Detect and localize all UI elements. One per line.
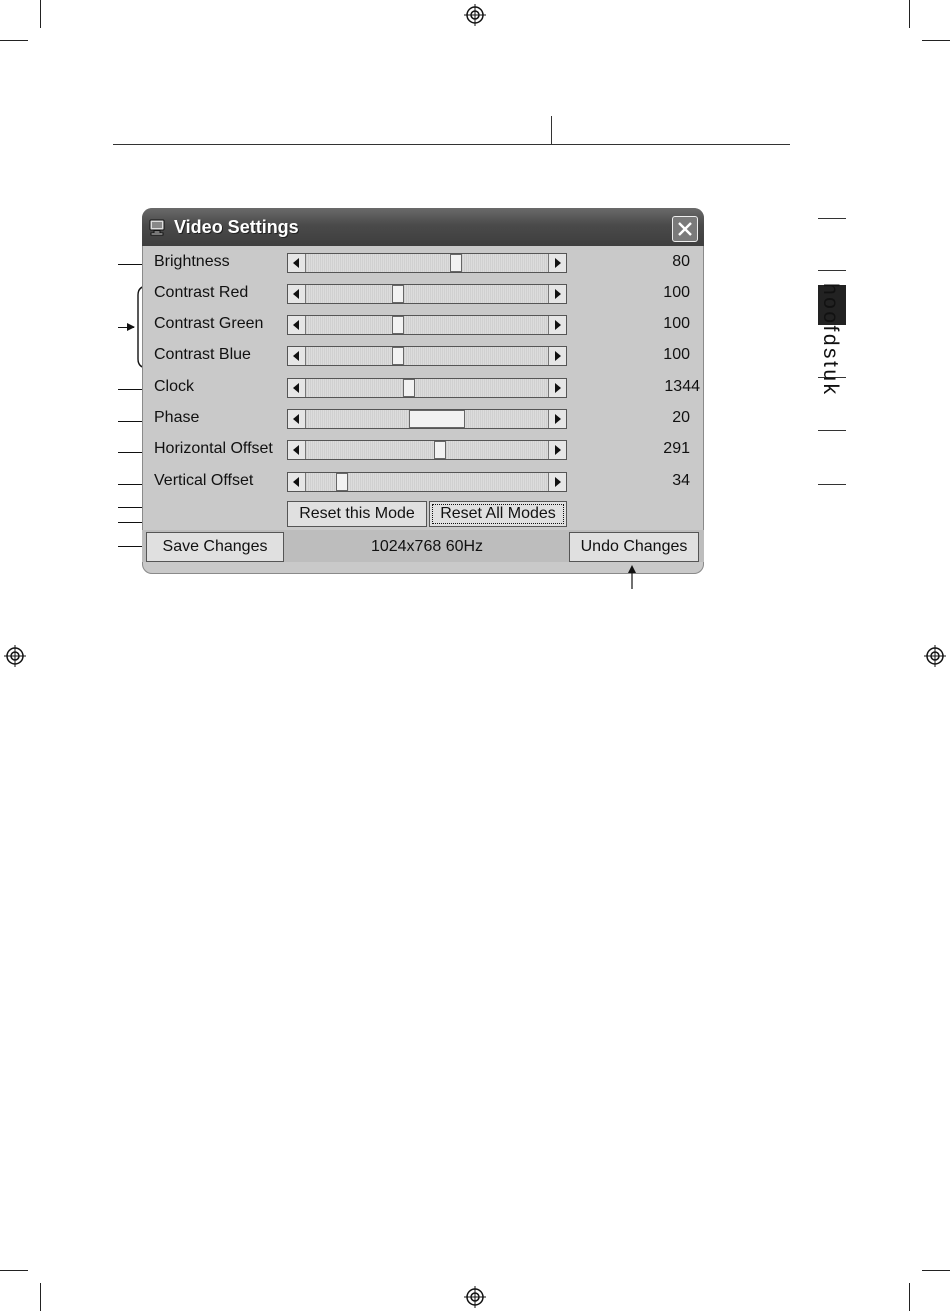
registration-mark-icon [464, 4, 486, 26]
undo-changes-button[interactable]: Undo Changes [569, 532, 699, 562]
slider-track[interactable] [306, 316, 548, 334]
slider-right-arrow[interactable] [548, 379, 566, 397]
setting-slider[interactable] [287, 346, 567, 366]
video-settings-icon [148, 218, 166, 236]
slider-right-arrow[interactable] [548, 254, 566, 272]
slider-right-arrow[interactable] [548, 410, 566, 428]
crop-mark [909, 0, 910, 28]
setting-slider[interactable] [287, 472, 567, 492]
arrow-left-icon [293, 258, 301, 268]
arrow-right-icon [554, 258, 562, 268]
close-button[interactable] [672, 216, 698, 242]
crop-mark [0, 1270, 28, 1271]
crop-mark [40, 0, 41, 28]
slider-left-arrow[interactable] [288, 285, 306, 303]
setting-value: 100 [663, 315, 690, 332]
slider-thumb[interactable] [336, 473, 348, 491]
setting-slider[interactable] [287, 378, 567, 398]
arrow-right-icon [554, 477, 562, 487]
reset-all-modes-button[interactable]: Reset All Modes [429, 501, 567, 527]
crop-mark [909, 1283, 910, 1311]
slider-thumb[interactable] [409, 410, 465, 428]
crop-mark [922, 1270, 950, 1271]
setting-value: 1344 [664, 378, 700, 395]
registration-mark-icon [464, 1286, 486, 1308]
setting-value: 291 [663, 440, 690, 457]
setting-label: Contrast Red [154, 284, 249, 301]
arrow-right-icon [554, 414, 562, 424]
slider-left-arrow[interactable] [288, 347, 306, 365]
header-divider [551, 116, 552, 144]
side-tab-rule [818, 484, 846, 485]
slider-thumb[interactable] [392, 347, 404, 365]
crop-mark [0, 40, 28, 41]
arrow-right-icon [554, 445, 562, 455]
window-title: Video Settings [174, 217, 299, 237]
side-tab-rule [818, 218, 846, 219]
registration-mark-icon [924, 645, 946, 667]
slider-track[interactable] [306, 379, 548, 397]
arrow-left-icon [293, 477, 301, 487]
slider-track[interactable] [306, 285, 548, 303]
close-icon [677, 221, 693, 237]
arrow-right-icon [554, 351, 562, 361]
arrow-left-icon [293, 414, 301, 424]
slider-track[interactable] [306, 347, 548, 365]
save-changes-button[interactable]: Save Changes [146, 532, 284, 562]
setting-label: Phase [154, 409, 200, 426]
arrow-right-icon [554, 383, 562, 393]
setting-label: Horizontal Offset [154, 440, 273, 457]
slider-right-arrow[interactable] [548, 285, 566, 303]
setting-value: 20 [672, 409, 690, 426]
side-tab-rule [818, 270, 846, 271]
slider-thumb[interactable] [403, 379, 415, 397]
arrow-left-icon [293, 289, 301, 299]
setting-slider[interactable] [287, 409, 567, 429]
setting-value: 34 [672, 472, 690, 489]
header-rule [113, 144, 790, 145]
slider-thumb[interactable] [450, 254, 462, 272]
setting-label: Brightness [154, 253, 230, 270]
crop-mark [40, 1283, 41, 1311]
slider-thumb[interactable] [392, 285, 404, 303]
arrow-left-icon [293, 320, 301, 330]
arrow-left-icon [293, 445, 301, 455]
setting-value: 80 [672, 253, 690, 270]
slider-left-arrow[interactable] [288, 254, 306, 272]
setting-label: Contrast Green [154, 315, 264, 332]
setting-label: Vertical Offset [154, 472, 254, 489]
callout-arrow [627, 565, 637, 589]
slider-left-arrow[interactable] [288, 316, 306, 334]
arrow-right-icon [554, 320, 562, 330]
arrow-left-icon [293, 383, 301, 393]
slider-thumb[interactable] [434, 441, 446, 459]
arrow-left-icon [293, 351, 301, 361]
slider-left-arrow[interactable] [288, 441, 306, 459]
setting-value: 100 [663, 346, 690, 363]
slider-track[interactable] [306, 441, 548, 459]
setting-label: Clock [154, 378, 195, 395]
setting-slider[interactable] [287, 253, 567, 273]
title-bar[interactable] [142, 208, 704, 246]
crop-mark [922, 40, 950, 41]
slider-right-arrow[interactable] [548, 316, 566, 334]
display-mode-label: 1024x768 60Hz [370, 538, 484, 555]
side-tab-rule [818, 430, 846, 431]
arrow-right-icon [554, 289, 562, 299]
slider-right-arrow[interactable] [548, 473, 566, 491]
registration-mark-icon [4, 645, 26, 667]
slider-right-arrow[interactable] [548, 347, 566, 365]
setting-slider[interactable] [287, 315, 567, 335]
video-settings-window [142, 208, 704, 574]
slider-right-arrow[interactable] [548, 441, 566, 459]
slider-left-arrow[interactable] [288, 473, 306, 491]
setting-slider[interactable] [287, 284, 567, 304]
setting-value: 100 [663, 284, 690, 301]
reset-this-mode-button[interactable]: Reset this Mode [287, 501, 427, 527]
setting-slider[interactable] [287, 440, 567, 460]
slider-left-arrow[interactable] [288, 379, 306, 397]
side-tab-label: hoofdstuk [819, 283, 842, 397]
slider-track[interactable] [306, 254, 548, 272]
setting-label: Contrast Blue [154, 346, 251, 363]
slider-thumb[interactable] [392, 316, 404, 334]
slider-left-arrow[interactable] [288, 410, 306, 428]
